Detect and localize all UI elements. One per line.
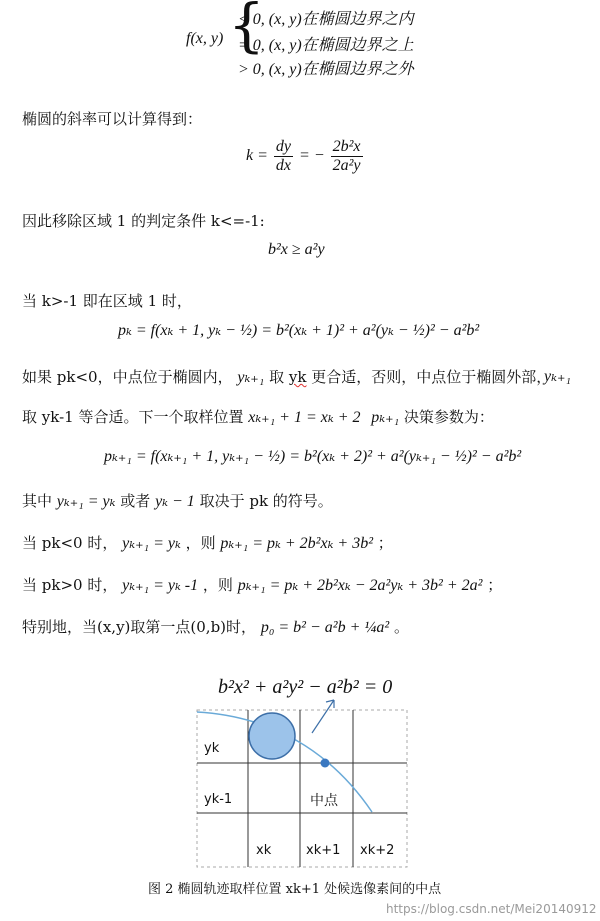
pixel-circle [249, 713, 295, 759]
piecewise-case-2: = 0, (x, y)在椭圆边界之上 [238, 37, 414, 54]
condition-formula: b²x ≥ a²y [268, 241, 325, 258]
slope-frac-2-den: 2a²y [332, 157, 361, 174]
case2-label: 当 pk>0 时， [22, 576, 118, 594]
special-end: 。 [393, 618, 409, 636]
text-if-pk-lt0: 如果 pk<0，中点位于椭圆内， [22, 368, 233, 386]
case1-label: 当 pk<0 时， [22, 534, 118, 552]
case1-b: pₖ₊₁ = pₖ + 2b²xₖ + 3b² [220, 535, 373, 552]
text-pk1: pₖ₊₁ [371, 409, 400, 426]
text-take-yk1: 取 yk-1 等合适。下一个取样位置 [22, 408, 244, 426]
pointer-arrow [312, 700, 334, 733]
figure-caption: 图 2 椭圆轨迹取样位置 xk+1 处候选像素间的中点 [148, 882, 442, 897]
col-label-xk1: xk+1 [306, 843, 341, 858]
special-label: 特别地，当(x,y)取第一点(0,b)时， [22, 618, 257, 636]
case2-b: pₖ₊₁ = pₖ + 2b²xₖ − 2a²yₖ + 3b² + 2a² [237, 577, 483, 594]
case2-end: ； [487, 576, 503, 594]
col-label-xk: xk [256, 843, 272, 858]
slope-eq: = − [299, 147, 325, 165]
slope-lhs: k = [246, 147, 268, 165]
row-label-yk: yk [204, 741, 220, 756]
col-label-xk2: xk+2 [360, 843, 395, 858]
condition-intro: 因此移除区域 1 的判定条件 k<=-1: [22, 212, 265, 230]
case1-then: ，则 [185, 534, 216, 552]
text-depends: 取决于 pk 的符号。 [199, 492, 333, 510]
piecewise-case-3: > 0, (x, y)在椭圆边界之外 [238, 61, 414, 78]
piecewise-brace: { [228, 0, 265, 59]
case2-then: ，则 [202, 576, 233, 594]
text-where-a: yₖ₊₁ = yₖ [56, 493, 116, 510]
text-where-b: yₖ − 1 [155, 493, 195, 510]
watermark: https://blog.csdn.net/Mei20140912 [386, 902, 597, 916]
text-take: 取 [269, 368, 285, 386]
case2-a: yₖ₊₁ = yₖ -1 [122, 577, 199, 594]
piecewise-case-1: < 0, (x, y)在椭圆边界之内 [238, 11, 414, 28]
diagram-equation: b²x² + a²y² − a²b² = 0 [218, 676, 393, 698]
slope-frac-2-num: 2b²x [332, 138, 361, 155]
case1-a: yₖ₊₁ = yₖ [122, 535, 181, 552]
case1-end: ； [377, 534, 393, 552]
region1-intro: 当 k>-1 即在区域 1 时， [22, 292, 192, 310]
text-where: 其中 [22, 492, 53, 510]
text-more-fit: 更合适，否则，中点位于椭圆外部， [311, 368, 552, 386]
slope-frac-1-den: dx [275, 157, 292, 174]
row-label-yk-1: yk-1 [204, 792, 233, 807]
text-or: 或者 [120, 492, 151, 510]
text-decision: 决策参数为： [403, 408, 494, 426]
slope-frac-1-num: dy [275, 138, 292, 155]
text-yk: yk [288, 368, 307, 386]
pk1-formula: pₖ₊₁ = f(xₖ₊₁ + 1, yₖ₊₁ − ½) = b²(xₖ + 2)² + a²(yₖ₊₁ − ½)² − a²b² [104, 448, 522, 465]
text-y-k1-b: yₖ₊₁ [544, 368, 571, 385]
slope-intro: 椭圆的斜率可以计算得到： [22, 110, 203, 128]
text-next-pos: xₖ₊₁ + 1 = xₖ + 2 [248, 409, 361, 426]
text-y-k1-a: yₖ₊₁ [237, 369, 265, 386]
pk-formula: pₖ = f(xₖ + 1, yₖ − ½) = b²(xₖ + 1)² + a²(yₖ − ½)² − a²b² [118, 322, 480, 339]
special-formula: p₀ = b² − a²b + ¼a² [260, 619, 390, 636]
piecewise-lhs: f(x, y) [186, 30, 224, 47]
midpoint-label: 中点 [310, 793, 338, 809]
midpoint-dot [321, 759, 330, 768]
